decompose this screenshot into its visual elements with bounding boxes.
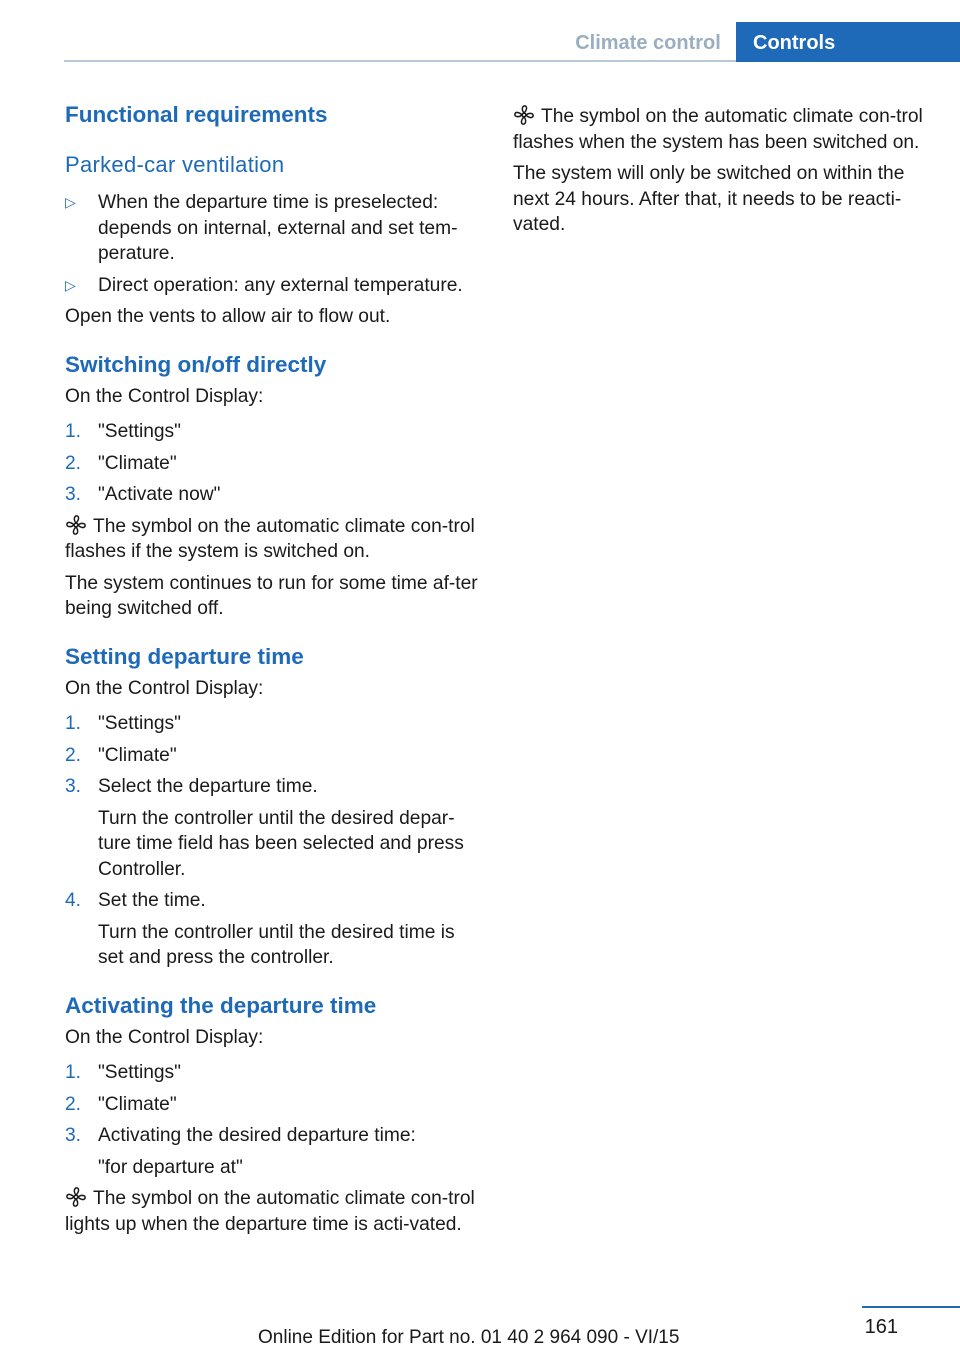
right-column <box>513 100 929 238</box>
header-section-title: Climate control <box>575 32 721 54</box>
fan-icon <box>65 514 87 536</box>
list-item: 1. "Settings" <box>65 1062 181 1083</box>
list-item: 2. "Climate" <box>65 1093 177 1115</box>
fan-icon <box>513 104 535 126</box>
edition-footer: Online Edition for Part no. 01 40 2 964 090 - VI/15 <box>258 1327 680 1348</box>
list-item: 2. "Climate" <box>65 452 177 474</box>
right-symbol-note: The symbol on the automatic climate con-trol flashes when the system has been switched on. <box>513 106 923 153</box>
list-item: 1. "Settings" <box>65 713 181 734</box>
switching-intro: On the Control Display: <box>65 385 264 407</box>
setting-departure-heading: Setting departure time <box>65 643 304 669</box>
footer-rule <box>862 1306 960 1308</box>
switching-heading: Switching on/off directly <box>65 351 327 377</box>
reactivate-note: The system will only be switched on within the next 24 hours. After that, it needs to be reacti-vated. <box>513 163 905 235</box>
header-chapter-tab: Controls <box>736 22 960 62</box>
setting-intro: On the Control Display: <box>65 677 264 699</box>
functional-requirements-heading: Functional requirements <box>65 102 328 127</box>
activating-symbol-note: The symbol on the automatic climate con-trol lights up when the departure time is acti-vated. <box>65 1188 475 1235</box>
fan-icon <box>65 1186 87 1208</box>
switching-symbol-note: The symbol on the automatic climate con-trol flashes if the system is switched on. <box>65 515 475 562</box>
requirements-list <box>65 190 479 298</box>
open-vents-text: Open the vents to allow air to flow out. <box>65 306 391 327</box>
parked-car-ventilation-heading: Parked-car ventilation <box>65 152 285 177</box>
switching-steps <box>65 419 479 508</box>
activating-intro: On the Control Display: <box>65 1026 264 1048</box>
left-column <box>65 100 479 1237</box>
list-item: 2. "Climate" <box>65 744 177 766</box>
activating-steps <box>65 1060 479 1180</box>
list-item: 3. Select the departure time. Turn the controller until the desired depar-ture time field has been selected and press Controller. <box>65 776 464 880</box>
triangle-right-icon: ▷ <box>65 276 76 293</box>
list-item: 3. "Activate now" <box>65 484 221 505</box>
list-item: ▷ When the departure time is preselected: depends on internal, external and set tem-perature. <box>65 192 458 264</box>
triangle-right-icon: ▷ <box>65 194 76 210</box>
list-item: 3. Activating the desired departure time: "for departure at" <box>65 1125 416 1178</box>
list-item: ▷ Direct operation: any external temperature. <box>65 273 479 299</box>
page-number: 161 <box>864 1316 898 1338</box>
activating-departure-heading: Activating the departure time <box>65 992 377 1018</box>
setting-steps <box>65 711 479 971</box>
list-item: 4. Set the time. Turn the controller until the desired time is set and press the controller. <box>65 890 455 968</box>
list-item: 1. "Settings" <box>65 421 181 442</box>
continue-note: The system continues to run for some time af-ter being switched off. <box>65 572 478 619</box>
